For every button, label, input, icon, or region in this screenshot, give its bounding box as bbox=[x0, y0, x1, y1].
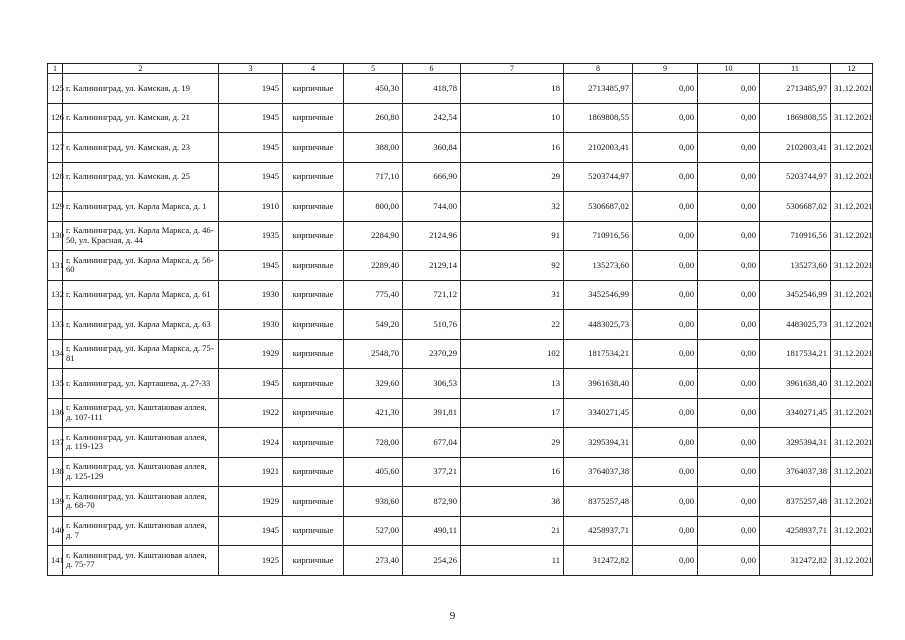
amount-10-cell: 0,00 bbox=[698, 487, 760, 517]
amount-10-cell: 0,00 bbox=[698, 103, 760, 133]
cost-cell: 2102003,41 bbox=[564, 133, 633, 163]
col-header-10: 10 bbox=[698, 64, 760, 74]
address-cell: г. Калининград, ул. Каштановая аллея, д. 107-111 bbox=[63, 398, 219, 428]
amount-10-cell: 0,00 bbox=[698, 428, 760, 458]
table-row bbox=[48, 221, 873, 251]
year-built-cell: 1945 bbox=[219, 162, 283, 192]
row-number-cell: 140 bbox=[48, 516, 63, 546]
deadline-date-cell: 31.12.2021 bbox=[831, 487, 873, 517]
residents-cell: 31 bbox=[461, 280, 564, 310]
total-area-cell: 2284,90 bbox=[344, 221, 403, 251]
deadline-date-cell: 31.12.2021 bbox=[831, 251, 873, 281]
cost-cell: 4258937,71 bbox=[564, 516, 633, 546]
amount-9-cell: 0,00 bbox=[633, 251, 698, 281]
amount-10-cell: 0,00 bbox=[698, 457, 760, 487]
col-header-12: 12 bbox=[831, 64, 873, 74]
year-built-cell: 1945 bbox=[219, 251, 283, 281]
living-area-cell: 2129,14 bbox=[403, 251, 461, 281]
address-cell: г. Калининград, ул. Карла Маркса, д. 56-60 bbox=[63, 251, 219, 281]
table-row bbox=[48, 428, 873, 458]
living-area-cell: 721,12 bbox=[403, 280, 461, 310]
total-area-cell: 421,30 bbox=[344, 398, 403, 428]
address-cell: г. Калининград, ул. Карла Маркса, д. 61 bbox=[63, 280, 219, 310]
deadline-date-cell: 31.12.2021 bbox=[831, 74, 873, 104]
residents-cell: 21 bbox=[461, 516, 564, 546]
col-header-7: 7 bbox=[461, 64, 564, 74]
total-area-cell: 2548,70 bbox=[344, 339, 403, 369]
col-header-2: 2 bbox=[63, 64, 219, 74]
amount-11-cell: 4258937,71 bbox=[760, 516, 831, 546]
living-area-cell: 377,21 bbox=[403, 457, 461, 487]
table-row bbox=[48, 103, 873, 133]
wall-material-cell: кирпичные bbox=[283, 339, 344, 369]
deadline-date-cell: 31.12.2021 bbox=[831, 516, 873, 546]
amount-11-cell: 5203744,97 bbox=[760, 162, 831, 192]
amount-9-cell: 0,00 bbox=[633, 280, 698, 310]
amount-11-cell: 3295394,31 bbox=[760, 428, 831, 458]
year-built-cell: 1921 bbox=[219, 457, 283, 487]
table-row bbox=[48, 516, 873, 546]
amount-10-cell: 0,00 bbox=[698, 133, 760, 163]
residents-cell: 16 bbox=[461, 457, 564, 487]
amount-11-cell: 312472,82 bbox=[760, 546, 831, 576]
amount-10-cell: 0,00 bbox=[698, 251, 760, 281]
cost-cell: 8375257,48 bbox=[564, 487, 633, 517]
page-number: 9 bbox=[449, 610, 456, 622]
year-built-cell: 1924 bbox=[219, 428, 283, 458]
address-cell: г. Калининград, ул. Карташева, д. 27-33 bbox=[63, 369, 219, 399]
wall-material-cell: кирпичные bbox=[283, 428, 344, 458]
year-built-cell: 1925 bbox=[219, 546, 283, 576]
year-built-cell: 1929 bbox=[219, 487, 283, 517]
col-header-4: 4 bbox=[283, 64, 344, 74]
cost-cell: 4483025,73 bbox=[564, 310, 633, 340]
total-area-cell: 717,10 bbox=[344, 162, 403, 192]
residents-cell: 22 bbox=[461, 310, 564, 340]
amount-10-cell: 0,00 bbox=[698, 369, 760, 399]
address-cell: г. Калининград, ул. Карла Маркса, д. 63 bbox=[63, 310, 219, 340]
table-row bbox=[48, 369, 873, 399]
wall-material-cell: кирпичные bbox=[283, 74, 344, 104]
residents-cell: 16 bbox=[461, 133, 564, 163]
wall-material-cell: кирпичные bbox=[283, 398, 344, 428]
amount-11-cell: 5306687,02 bbox=[760, 192, 831, 222]
amount-9-cell: 0,00 bbox=[633, 546, 698, 576]
residents-cell: 29 bbox=[461, 162, 564, 192]
year-built-cell: 1922 bbox=[219, 398, 283, 428]
deadline-date-cell: 31.12.2021 bbox=[831, 398, 873, 428]
residents-cell: 10 bbox=[461, 103, 564, 133]
row-number-cell: 133 bbox=[48, 310, 63, 340]
total-area-cell: 329,60 bbox=[344, 369, 403, 399]
amount-10-cell: 0,00 bbox=[698, 516, 760, 546]
living-area-cell: 254,26 bbox=[403, 546, 461, 576]
amount-11-cell: 2102003,41 bbox=[760, 133, 831, 163]
total-area-cell: 527,00 bbox=[344, 516, 403, 546]
cost-cell: 135273,60 bbox=[564, 251, 633, 281]
residents-cell: 91 bbox=[461, 221, 564, 251]
deadline-date-cell: 31.12.2021 bbox=[831, 162, 873, 192]
living-area-cell: 391,81 bbox=[403, 398, 461, 428]
total-area-cell: 728,00 bbox=[344, 428, 403, 458]
table-row bbox=[48, 192, 873, 222]
amount-10-cell: 0,00 bbox=[698, 310, 760, 340]
cost-cell: 3295394,31 bbox=[564, 428, 633, 458]
wall-material-cell: кирпичные bbox=[283, 457, 344, 487]
amount-9-cell: 0,00 bbox=[633, 369, 698, 399]
living-area-cell: 490,11 bbox=[403, 516, 461, 546]
living-area-cell: 872,90 bbox=[403, 487, 461, 517]
deadline-date-cell: 31.12.2021 bbox=[831, 339, 873, 369]
deadline-date-cell: 31.12.2021 bbox=[831, 280, 873, 310]
year-built-cell: 1945 bbox=[219, 369, 283, 399]
cost-cell: 1817534,21 bbox=[564, 339, 633, 369]
deadline-date-cell: 31.12.2021 bbox=[831, 428, 873, 458]
address-cell: г. Калининград, ул. Камская, д. 19 bbox=[63, 74, 219, 104]
amount-10-cell: 0,00 bbox=[698, 339, 760, 369]
table-row bbox=[48, 546, 873, 576]
amount-11-cell: 3961638,40 bbox=[760, 369, 831, 399]
col-header-8: 8 bbox=[564, 64, 633, 74]
living-area-cell: 510,76 bbox=[403, 310, 461, 340]
residents-cell: 32 bbox=[461, 192, 564, 222]
address-cell: г. Калининград, ул. Каштановая аллея, д. 7 bbox=[63, 516, 219, 546]
living-area-cell: 306,53 bbox=[403, 369, 461, 399]
total-area-cell: 938,60 bbox=[344, 487, 403, 517]
cost-cell: 2713485,97 bbox=[564, 74, 633, 104]
deadline-date-cell: 31.12.2021 bbox=[831, 310, 873, 340]
residents-cell: 38 bbox=[461, 487, 564, 517]
wall-material-cell: кирпичные bbox=[283, 221, 344, 251]
table-row bbox=[48, 339, 873, 369]
deadline-date-cell: 31.12.2021 bbox=[831, 457, 873, 487]
address-cell: г. Калининград, ул. Камская, д. 21 bbox=[63, 103, 219, 133]
wall-material-cell: кирпичные bbox=[283, 103, 344, 133]
amount-9-cell: 0,00 bbox=[633, 103, 698, 133]
wall-material-cell: кирпичные bbox=[283, 280, 344, 310]
header-row bbox=[48, 64, 873, 74]
total-area-cell: 549,20 bbox=[344, 310, 403, 340]
living-area-cell: 418,78 bbox=[403, 74, 461, 104]
row-number-cell: 137 bbox=[48, 428, 63, 458]
amount-9-cell: 0,00 bbox=[633, 74, 698, 104]
cost-cell: 3764037,38 bbox=[564, 457, 633, 487]
row-number-cell: 136 bbox=[48, 398, 63, 428]
living-area-cell: 677,04 bbox=[403, 428, 461, 458]
deadline-date-cell: 31.12.2021 bbox=[831, 546, 873, 576]
row-number-cell: 135 bbox=[48, 369, 63, 399]
total-area-cell: 273,40 bbox=[344, 546, 403, 576]
cost-cell: 312472,82 bbox=[564, 546, 633, 576]
deadline-date-cell: 31.12.2021 bbox=[831, 192, 873, 222]
wall-material-cell: кирпичные bbox=[283, 516, 344, 546]
living-area-cell: 744,00 bbox=[403, 192, 461, 222]
row-number-cell: 139 bbox=[48, 487, 63, 517]
table-row bbox=[48, 162, 873, 192]
cost-cell: 3452546,99 bbox=[564, 280, 633, 310]
wall-material-cell: кирпичные bbox=[283, 369, 344, 399]
year-built-cell: 1930 bbox=[219, 280, 283, 310]
amount-9-cell: 0,00 bbox=[633, 516, 698, 546]
amount-9-cell: 0,00 bbox=[633, 487, 698, 517]
wall-material-cell: кирпичные bbox=[283, 133, 344, 163]
amount-11-cell: 135273,60 bbox=[760, 251, 831, 281]
cost-cell: 5306687,02 bbox=[564, 192, 633, 222]
year-built-cell: 1945 bbox=[219, 133, 283, 163]
col-header-11: 11 bbox=[760, 64, 831, 74]
wall-material-cell: кирпичные bbox=[283, 251, 344, 281]
address-cell: г. Калининград, ул. Каштановая аллея, д. 119-123 bbox=[63, 428, 219, 458]
total-area-cell: 800,00 bbox=[344, 192, 403, 222]
year-built-cell: 1930 bbox=[219, 310, 283, 340]
address-cell: г. Калининград, ул. Карла Маркса, д. 75-81 bbox=[63, 339, 219, 369]
living-area-cell: 242,54 bbox=[403, 103, 461, 133]
amount-10-cell: 0,00 bbox=[698, 546, 760, 576]
amount-10-cell: 0,00 bbox=[698, 398, 760, 428]
row-number-cell: 126 bbox=[48, 103, 63, 133]
deadline-date-cell: 31.12.2021 bbox=[831, 133, 873, 163]
col-header-1: 1 bbox=[48, 64, 63, 74]
row-number-cell: 141 bbox=[48, 546, 63, 576]
row-number-cell: 125 bbox=[48, 74, 63, 104]
deadline-date-cell: 31.12.2021 bbox=[831, 103, 873, 133]
amount-10-cell: 0,00 bbox=[698, 221, 760, 251]
row-number-cell: 138 bbox=[48, 457, 63, 487]
address-cell: г. Калининград, ул. Карла Маркса, д. 1 bbox=[63, 192, 219, 222]
residents-cell: 17 bbox=[461, 398, 564, 428]
row-number-cell: 130 bbox=[48, 221, 63, 251]
deadline-date-cell: 31.12.2021 bbox=[831, 221, 873, 251]
amount-11-cell: 3452546,99 bbox=[760, 280, 831, 310]
wall-material-cell: кирпичные bbox=[283, 192, 344, 222]
table-row bbox=[48, 487, 873, 517]
cost-cell: 3961638,40 bbox=[564, 369, 633, 399]
deadline-date-cell: 31.12.2021 bbox=[831, 369, 873, 399]
address-cell: г. Калининград, ул. Каштановая аллея, д. 125-129 bbox=[63, 457, 219, 487]
table-row bbox=[48, 280, 873, 310]
amount-11-cell: 4483025,73 bbox=[760, 310, 831, 340]
table-row bbox=[48, 457, 873, 487]
address-cell: г. Калининград, ул. Каштановая аллея, д. 75-77 bbox=[63, 546, 219, 576]
row-number-cell: 129 bbox=[48, 192, 63, 222]
amount-11-cell: 3764037,38 bbox=[760, 457, 831, 487]
year-built-cell: 1935 bbox=[219, 221, 283, 251]
col-header-3: 3 bbox=[219, 64, 283, 74]
cost-cell: 5203744,97 bbox=[564, 162, 633, 192]
amount-9-cell: 0,00 bbox=[633, 310, 698, 340]
table-row bbox=[48, 74, 873, 104]
amount-11-cell: 1869808,55 bbox=[760, 103, 831, 133]
col-header-9: 9 bbox=[633, 64, 698, 74]
residents-cell: 29 bbox=[461, 428, 564, 458]
table-body bbox=[48, 64, 873, 576]
living-area-cell: 2370,29 bbox=[403, 339, 461, 369]
amount-9-cell: 0,00 bbox=[633, 162, 698, 192]
amount-11-cell: 710916,56 bbox=[760, 221, 831, 251]
amount-11-cell: 3340271,45 bbox=[760, 398, 831, 428]
row-number-cell: 134 bbox=[48, 339, 63, 369]
amount-10-cell: 0,00 bbox=[698, 162, 760, 192]
amount-9-cell: 0,00 bbox=[633, 457, 698, 487]
residents-cell: 18 bbox=[461, 74, 564, 104]
amount-9-cell: 0,00 bbox=[633, 133, 698, 163]
row-number-cell: 132 bbox=[48, 280, 63, 310]
cost-cell: 3340271,45 bbox=[564, 398, 633, 428]
housing-table bbox=[47, 63, 873, 576]
total-area-cell: 388,00 bbox=[344, 133, 403, 163]
amount-9-cell: 0,00 bbox=[633, 192, 698, 222]
col-header-5: 5 bbox=[344, 64, 403, 74]
residents-cell: 92 bbox=[461, 251, 564, 281]
amount-9-cell: 0,00 bbox=[633, 398, 698, 428]
living-area-cell: 2124,96 bbox=[403, 221, 461, 251]
year-built-cell: 1945 bbox=[219, 74, 283, 104]
row-number-cell: 128 bbox=[48, 162, 63, 192]
table-row bbox=[48, 398, 873, 428]
amount-9-cell: 0,00 bbox=[633, 428, 698, 458]
amount-10-cell: 0,00 bbox=[698, 74, 760, 104]
total-area-cell: 2289,40 bbox=[344, 251, 403, 281]
total-area-cell: 260,80 bbox=[344, 103, 403, 133]
total-area-cell: 405,60 bbox=[344, 457, 403, 487]
amount-10-cell: 0,00 bbox=[698, 192, 760, 222]
residents-cell: 11 bbox=[461, 546, 564, 576]
amount-9-cell: 0,00 bbox=[633, 221, 698, 251]
total-area-cell: 775,40 bbox=[344, 280, 403, 310]
amount-11-cell: 8375257,48 bbox=[760, 487, 831, 517]
col-header-6: 6 bbox=[403, 64, 461, 74]
residents-cell: 102 bbox=[461, 339, 564, 369]
year-built-cell: 1945 bbox=[219, 516, 283, 546]
amount-10-cell: 0,00 bbox=[698, 280, 760, 310]
year-built-cell: 1929 bbox=[219, 339, 283, 369]
row-number-cell: 127 bbox=[48, 133, 63, 163]
wall-material-cell: кирпичные bbox=[283, 162, 344, 192]
total-area-cell: 450,30 bbox=[344, 74, 403, 104]
year-built-cell: 1910 bbox=[219, 192, 283, 222]
cost-cell: 1869808,55 bbox=[564, 103, 633, 133]
table-row bbox=[48, 251, 873, 281]
amount-9-cell: 0,00 bbox=[633, 339, 698, 369]
wall-material-cell: кирпичные bbox=[283, 546, 344, 576]
table-row bbox=[48, 310, 873, 340]
wall-material-cell: кирпичные bbox=[283, 310, 344, 340]
living-area-cell: 666,90 bbox=[403, 162, 461, 192]
amount-11-cell: 2713485,97 bbox=[760, 74, 831, 104]
cost-cell: 710916,56 bbox=[564, 221, 633, 251]
wall-material-cell: кирпичные bbox=[283, 487, 344, 517]
address-cell: г. Калининград, ул. Каштановая аллея, д. 68-70 bbox=[63, 487, 219, 517]
amount-11-cell: 1817534,21 bbox=[760, 339, 831, 369]
year-built-cell: 1945 bbox=[219, 103, 283, 133]
row-number-cell: 131 bbox=[48, 251, 63, 281]
address-cell: г. Калининград, ул. Камская, д. 25 bbox=[63, 162, 219, 192]
address-cell: г. Калининград, ул. Камская, д. 23 bbox=[63, 133, 219, 163]
living-area-cell: 360,84 bbox=[403, 133, 461, 163]
address-cell: г. Калининград, ул. Карла Маркса, д. 46-50, ул. Красная, д. 44 bbox=[63, 221, 219, 251]
table-row bbox=[48, 133, 873, 163]
residents-cell: 13 bbox=[461, 369, 564, 399]
